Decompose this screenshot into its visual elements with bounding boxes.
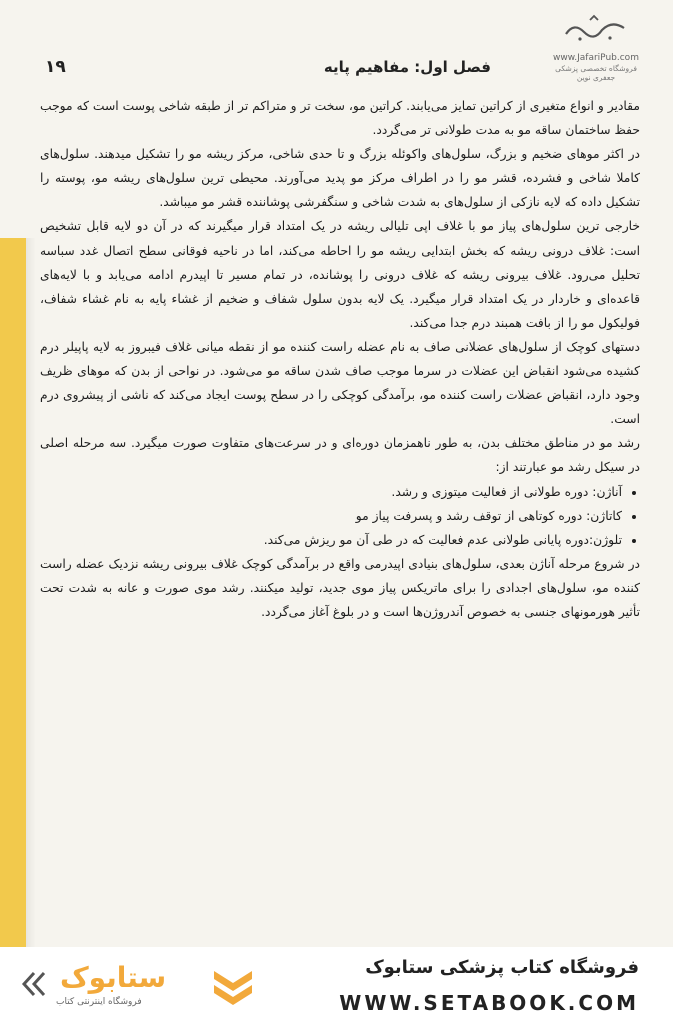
paragraph-6: در شروع مرحله آناژن بعدی، سلول‌های بنیادی اپیدرمی واقع در برآمدگی کوچک غلاف بیرونی ریشه نزدیک عضله راست کننده مو، سلول‌های اجدادی را برای ماتریکس پیاز موی جدید، تولید میکنند. رشد موی صورت و عانه به شدت تحت تأثیر هورمونهای جنسی به خصوص آندروژن‌ها است و در بلوغ آغاز می‌گردد. bbox=[40, 556, 640, 619]
paragraph-4: دستهای کوچک از سلول‌های عضلانی صاف به نام عضله راست کننده مو از نقطه میانی غلاف فیبروز به لایه پاپیلر درم کشیده می‌شود انقباض این عضلات در سرما موجب صاف شدن ساقه مو می‌شود. در نواحی از بدن که موهای ظریف وجود دارد، انقباض عضلات راست کننده مو، برآمدگی کوچکی را در سطح پوست ایجاد می‌کند که ناشی از پیشروی درم است. bbox=[40, 339, 640, 427]
publisher-logo-mark bbox=[551, 14, 641, 51]
paragraph-2: در اکثر موهای ضخیم و بزرگ، سلول‌های واکوئله بزرگ و تا حدی شاخی، مرکز ریشه مو را تشکیل میدهند. سلول‌های کاملا شاخی و فشرده، قشر مو را در اطراف مرکز مو پدید می‌آورند. محیطی ترین سلول‌های ریشه مو، پوسته را تشکیل داده که لایه نازکی از سلول‌های به شدت شاخی و سنگفرشی پوشاننده قشر مو میباشد. bbox=[40, 147, 640, 210]
publisher-calligraphy-icon bbox=[560, 14, 632, 44]
paragraph-5: رشد مو در مناطق مختلف بدن، به طور ناهمزمان دوره‌ای و در سرعت‌های متفاوت صورت میگیرد. سه مرحله اصلی در سیکل رشد مو عبارتند از: bbox=[40, 436, 640, 475]
page-header bbox=[45, 56, 491, 78]
paragraph-1: مقادیر و انواع متغیری از کراتین تمایز می‌یابند. کراتین مو، سخت تر و متراکم تر از طبقه شاخی پوست است که موجب حفظ ساختمان ساقه مو به مدت طولانی تر می‌گردد. bbox=[40, 99, 640, 138]
store-logo bbox=[20, 961, 240, 1013]
store-brand-word: ستابوک bbox=[60, 961, 167, 994]
paragraph-3: خارجی ترین سلول‌های پیاز مو با غلاف اپی تلیالی ریشه در یک امتداد قرار میگیرند که در آن دو لایه قابل تشخیص است: غلاف درونی ریشه که بخش ابتدایی ریشه مو را احاطه می‌کند، اما در ناحیه فوقانی سطح اتصال غدد سباسه تحلیل می‌رود. غلاف بیرونی ریشه که غلاف درونی را پوشانده، در تمام مسیر تا اپیدرم ادامه می‌یابد و با لایه‌های قاعده‌ای و خاردار در یک امتداد قرار میگیرد. یک لایه بدون سلول شفاف و ضخیم از غشاء پایه به نام غشاء شفاف، فولیکول مو را از بافت همبند درم جدا می‌کند. bbox=[40, 219, 640, 330]
store-brand-subtitle: فروشگاه اینترنتی کتاب bbox=[56, 997, 142, 1007]
publisher-logo bbox=[551, 14, 641, 82]
chapter-title: فصل اول: مفاهیم پایه bbox=[323, 58, 491, 76]
list-item: • تلوژن:دوره پایانی طولانی عدم فعالیت که در طی آن مو ریزش می‌کند. bbox=[40, 528, 622, 552]
store-name: فروشگاه کتاب پزشکی ستابوک bbox=[365, 957, 639, 978]
page-number: ۱۹ bbox=[45, 57, 66, 77]
page-shadow bbox=[26, 238, 36, 947]
page-body bbox=[40, 94, 640, 624]
chevron-logo-icon bbox=[210, 965, 256, 1009]
publisher-site: www.JafariPub.com bbox=[553, 53, 639, 63]
store-url[interactable]: WWW.SETABOOK.COM bbox=[339, 991, 639, 1015]
double-chevron-icon bbox=[20, 969, 50, 999]
hair-cycle-list bbox=[40, 480, 640, 552]
page-edge-strip bbox=[0, 238, 26, 947]
list-item: • آناژن: دوره طولانی از فعالیت میتوزی و رشد. bbox=[40, 480, 622, 504]
publisher-tagline: فروشگاه تخصصی پزشکی جعفری نوین bbox=[555, 64, 637, 82]
store-banner bbox=[0, 947, 673, 1024]
list-item: • کاتاژن: دوره کوتاهی از توقف رشد و پسرفت پیاز مو bbox=[40, 504, 622, 528]
